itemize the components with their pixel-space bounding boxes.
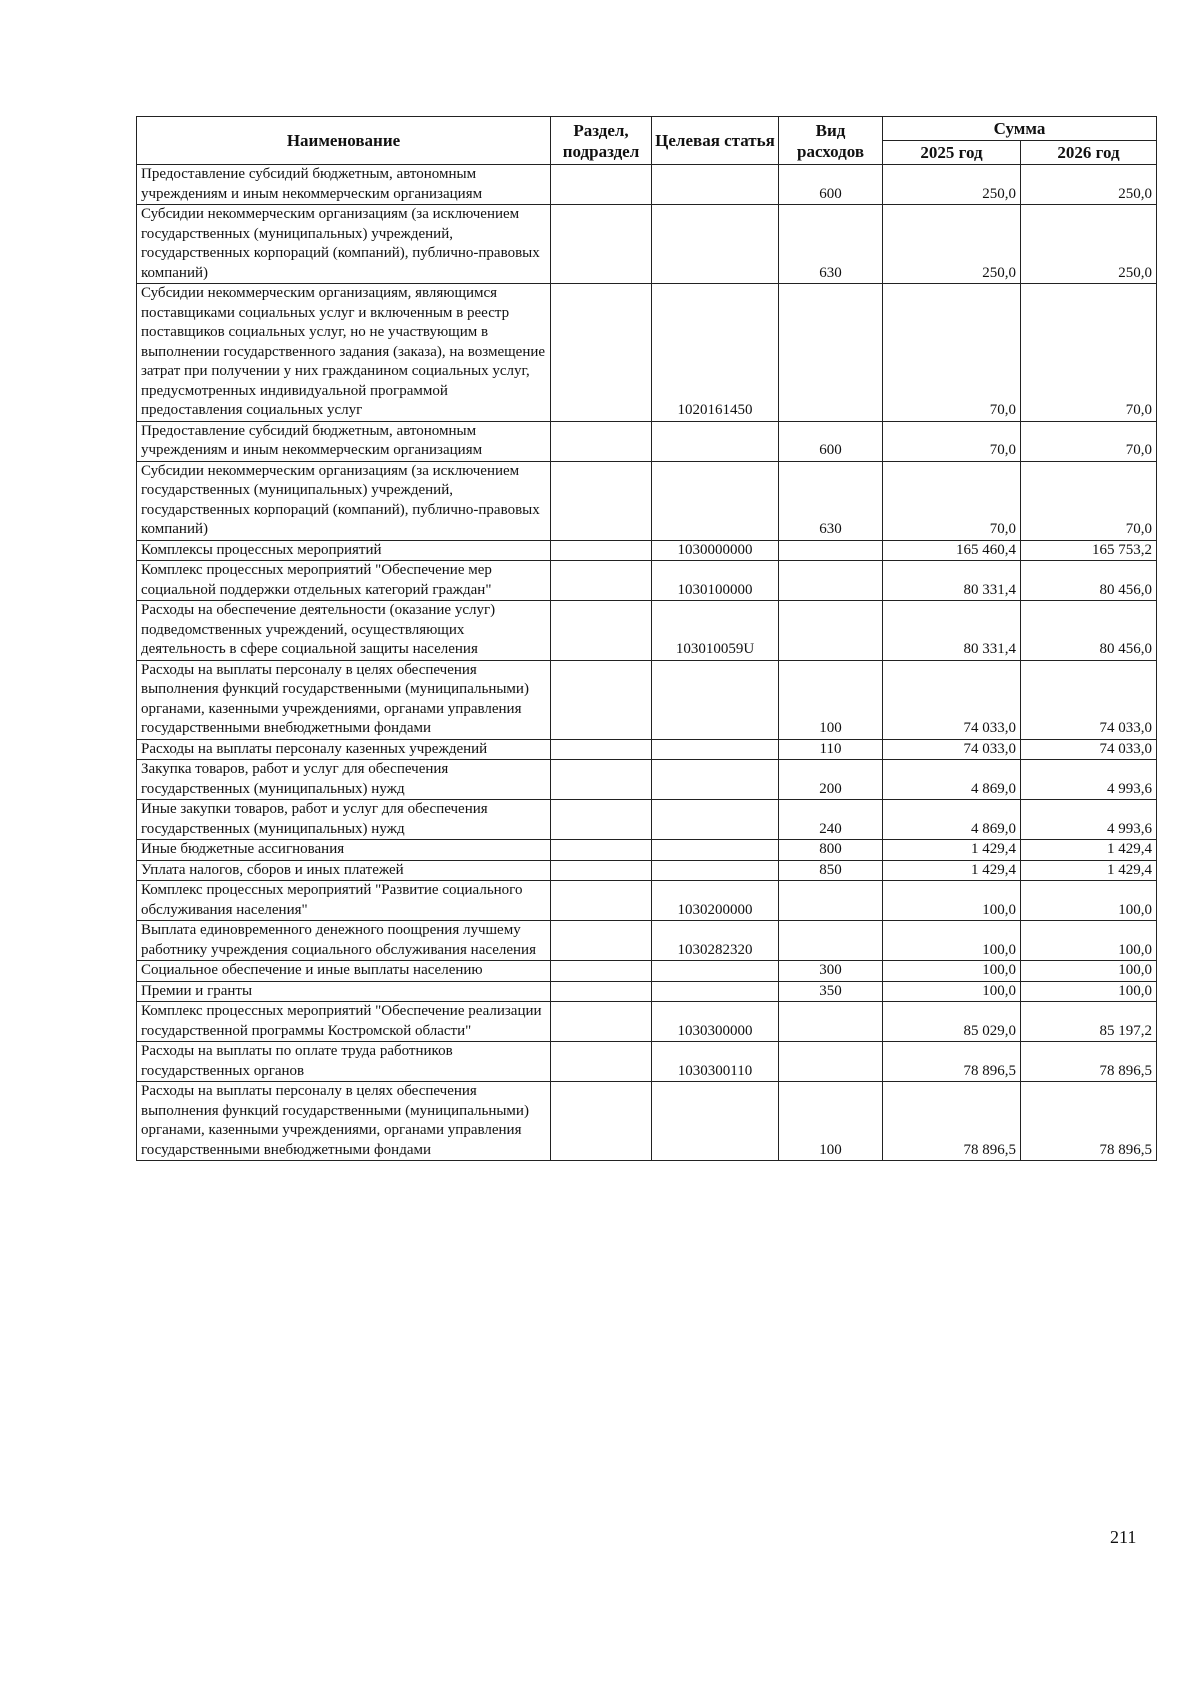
table-row [137,461,1157,540]
row-target-cell [652,1082,779,1161]
row-target-cell: 1030200000 [652,881,779,921]
row-name-cell: Субсидии некоммерческим организациям (за исключением государственных (муниципальных) учреждений, государственных корпораций (компаний), публично-правовых компаний) [137,461,551,540]
row-sum-2026-cell: 78 896,5 [1021,1042,1157,1082]
row-target-cell [652,205,779,284]
row-name-cell: Расходы на выплаты персоналу в целях обеспечения выполнения функций государственными (муниципальными) органами, казенными учреждениями, органами управления государственными внебюджетными фондами [137,660,551,739]
row-sum-2025-cell: 250,0 [883,165,1021,205]
row-name-cell: Расходы на выплаты персоналу казенных учреждений [137,739,551,760]
row-sum-2026-cell: 70,0 [1021,284,1157,422]
table-row [137,1082,1157,1161]
row-name-cell: Субсидии некоммерческим организациям, являющимся поставщиками социальных услуг и включенным в реестр поставщиков социальных услуг, но не участвующим в выполнении государственного задания (заказа), на возмещение затрат при получении у них гражданином социальных услуг, предусмотренных индивидуальной программой предоставления социальных услуг [137,284,551,422]
row-sum-2025-cell: 70,0 [883,421,1021,461]
row-section-cell [551,760,652,800]
row-section-cell [551,1002,652,1042]
row-type-cell: 100 [779,660,883,739]
header-year-2026: 2026 год [1021,141,1157,165]
table-row [137,165,1157,205]
row-target-cell [652,840,779,861]
row-name-cell: Предоставление субсидий бюджетным, автономным учреждениям и иным некоммерческим организациям [137,165,551,205]
row-target-cell [652,961,779,982]
row-name-cell: Выплата единовременного денежного поощрения лучшему работнику учреждения социального обслуживания населения [137,921,551,961]
row-sum-2026-cell: 4 993,6 [1021,760,1157,800]
header-type: Вид расходов [779,117,883,165]
table-row [137,1042,1157,1082]
row-target-cell [652,660,779,739]
header-section: Раздел, подраздел [551,117,652,165]
row-name-cell: Закупка товаров, работ и услуг для обеспечения государственных (муниципальных) нужд [137,760,551,800]
row-sum-2025-cell: 74 033,0 [883,739,1021,760]
table-body [137,165,1157,1161]
row-name-cell: Комплекс процессных мероприятий "Развитие социального обслуживания населения" [137,881,551,921]
row-section-cell [551,540,652,561]
header-sum: Сумма [883,117,1157,141]
row-section-cell [551,601,652,661]
table-row [137,1002,1157,1042]
row-target-cell [652,421,779,461]
row-type-cell: 800 [779,840,883,861]
row-sum-2026-cell: 1 429,4 [1021,860,1157,881]
row-sum-2025-cell: 100,0 [883,881,1021,921]
row-section-cell [551,561,652,601]
row-target-cell [652,860,779,881]
row-type-cell [779,1042,883,1082]
table-row [137,921,1157,961]
table-row [137,561,1157,601]
table-row [137,860,1157,881]
table-row [137,800,1157,840]
row-type-cell: 240 [779,800,883,840]
table-row [137,601,1157,661]
row-sum-2025-cell: 100,0 [883,961,1021,982]
row-section-cell [551,284,652,422]
table-header [137,117,1157,165]
header-year-2025: 2025 год [883,141,1021,165]
row-type-cell: 110 [779,739,883,760]
row-target-cell [652,981,779,1002]
row-type-cell: 630 [779,205,883,284]
row-sum-2025-cell: 70,0 [883,284,1021,422]
row-type-cell: 100 [779,1082,883,1161]
row-type-cell: 350 [779,981,883,1002]
row-type-cell [779,1002,883,1042]
row-sum-2025-cell: 78 896,5 [883,1082,1021,1161]
row-sum-2026-cell: 165 753,2 [1021,540,1157,561]
row-section-cell [551,421,652,461]
row-sum-2026-cell: 1 429,4 [1021,840,1157,861]
row-section-cell [551,660,652,739]
row-sum-2026-cell: 100,0 [1021,961,1157,982]
row-sum-2025-cell: 74 033,0 [883,660,1021,739]
row-target-cell [652,461,779,540]
row-section-cell [551,961,652,982]
row-sum-2025-cell: 100,0 [883,921,1021,961]
row-name-cell: Субсидии некоммерческим организациям (за исключением государственных (муниципальных) учреждений, государственных корпораций (компаний), публично-правовых компаний) [137,205,551,284]
row-type-cell: 600 [779,165,883,205]
table-row [137,881,1157,921]
row-section-cell [551,1082,652,1161]
row-sum-2026-cell: 70,0 [1021,421,1157,461]
row-sum-2026-cell: 85 197,2 [1021,1002,1157,1042]
row-sum-2026-cell: 78 896,5 [1021,1082,1157,1161]
row-sum-2026-cell: 250,0 [1021,205,1157,284]
row-sum-2026-cell: 250,0 [1021,165,1157,205]
row-sum-2025-cell: 250,0 [883,205,1021,284]
row-target-cell [652,165,779,205]
row-sum-2025-cell: 100,0 [883,981,1021,1002]
row-section-cell [551,165,652,205]
row-sum-2026-cell: 80 456,0 [1021,561,1157,601]
row-type-cell [779,561,883,601]
table-row [137,421,1157,461]
row-name-cell: Расходы на выплаты персоналу в целях обеспечения выполнения функций государственными (муниципальными) органами, казенными учреждениями, органами управления государственными внебюджетными фондами [137,1082,551,1161]
row-section-cell [551,981,652,1002]
row-name-cell: Расходы на обеспечение деятельности (оказание услуг) подведомственных учреждений, осуществляющих деятельность в сфере социальной защиты населения [137,601,551,661]
row-name-cell: Предоставление субсидий бюджетным, автономным учреждениям и иным некоммерческим организациям [137,421,551,461]
page-number: 211 [1110,1527,1137,1547]
row-sum-2026-cell: 80 456,0 [1021,601,1157,661]
row-type-cell [779,921,883,961]
row-section-cell [551,205,652,284]
row-name-cell: Комплекс процессных мероприятий "Обеспечение мер социальной поддержки отдельных категорий граждан" [137,561,551,601]
row-sum-2025-cell: 165 460,4 [883,540,1021,561]
row-sum-2026-cell: 70,0 [1021,461,1157,540]
row-sum-2025-cell: 80 331,4 [883,561,1021,601]
row-type-cell [779,284,883,422]
row-name-cell: Комплексы процессных мероприятий [137,540,551,561]
row-section-cell [551,461,652,540]
table-row [137,540,1157,561]
header-target: Целевая статья [652,117,779,165]
table-row [137,760,1157,800]
row-type-cell: 600 [779,421,883,461]
row-sum-2025-cell: 78 896,5 [883,1042,1021,1082]
row-section-cell [551,840,652,861]
row-type-cell: 200 [779,760,883,800]
row-sum-2026-cell: 100,0 [1021,881,1157,921]
budget-table [136,116,1157,1161]
row-sum-2026-cell: 74 033,0 [1021,739,1157,760]
row-section-cell [551,921,652,961]
row-name-cell: Иные закупки товаров, работ и услуг для обеспечения государственных (муниципальных) нужд [137,800,551,840]
row-type-cell [779,881,883,921]
row-name-cell: Уплата налогов, сборов и иных платежей [137,860,551,881]
row-target-cell [652,760,779,800]
header-name: Наименование [137,117,551,165]
row-target-cell: 1030300000 [652,1002,779,1042]
row-name-cell: Социальное обеспечение и иные выплаты населению [137,961,551,982]
row-target-cell: 1030000000 [652,540,779,561]
row-target-cell: 1030282320 [652,921,779,961]
row-section-cell [551,739,652,760]
row-sum-2025-cell: 1 429,4 [883,860,1021,881]
row-type-cell: 630 [779,461,883,540]
row-sum-2025-cell: 4 869,0 [883,800,1021,840]
row-target-cell [652,739,779,760]
row-name-cell: Иные бюджетные ассигнования [137,840,551,861]
row-type-cell [779,540,883,561]
row-sum-2025-cell: 4 869,0 [883,760,1021,800]
row-sum-2025-cell: 85 029,0 [883,1002,1021,1042]
row-sum-2026-cell: 100,0 [1021,921,1157,961]
row-type-cell: 300 [779,961,883,982]
row-sum-2026-cell: 100,0 [1021,981,1157,1002]
row-sum-2026-cell: 4 993,6 [1021,800,1157,840]
row-target-cell [652,800,779,840]
row-target-cell: 103010059U [652,601,779,661]
table-row [137,284,1157,422]
row-target-cell: 1030100000 [652,561,779,601]
table-row [137,739,1157,760]
row-name-cell: Премии и гранты [137,981,551,1002]
row-section-cell [551,881,652,921]
row-type-cell: 850 [779,860,883,881]
row-section-cell [551,800,652,840]
row-target-cell: 1030300110 [652,1042,779,1082]
table-row [137,961,1157,982]
row-section-cell [551,1042,652,1082]
row-sum-2026-cell: 74 033,0 [1021,660,1157,739]
row-target-cell: 1020161450 [652,284,779,422]
row-sum-2025-cell: 1 429,4 [883,840,1021,861]
row-type-cell [779,601,883,661]
row-name-cell: Расходы на выплаты по оплате труда работников государственных органов [137,1042,551,1082]
table-row [137,840,1157,861]
table-row [137,205,1157,284]
table-row [137,660,1157,739]
row-sum-2025-cell: 80 331,4 [883,601,1021,661]
row-section-cell [551,860,652,881]
row-sum-2025-cell: 70,0 [883,461,1021,540]
row-name-cell: Комплекс процессных мероприятий "Обеспечение реализации государственной программы Костромской области" [137,1002,551,1042]
table-row [137,981,1157,1002]
